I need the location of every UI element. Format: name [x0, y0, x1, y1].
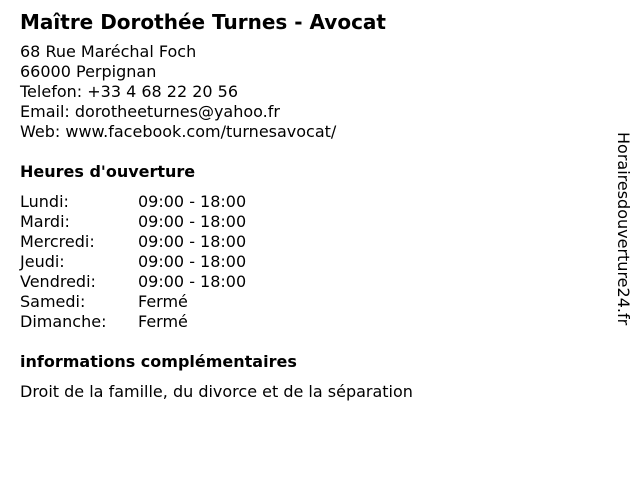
hours-time: Fermé: [138, 292, 188, 311]
hours-time: 09:00 - 18:00: [138, 232, 247, 251]
hours-heading: Heures d'ouverture: [20, 162, 196, 181]
business-title: Maître Dorothée Turnes - Avocat: [20, 10, 386, 34]
hours-day: Mercredi:: [20, 232, 95, 251]
hours-day: Mardi:: [20, 212, 70, 231]
hours-row: [20, 252, 246, 272]
address-city: 66000 Perpignan: [20, 62, 157, 81]
hours-time: 09:00 - 18:00: [138, 252, 247, 271]
hours-time: 09:00 - 18:00: [138, 212, 247, 231]
hours-row: [20, 272, 246, 292]
hours-table: [20, 192, 246, 332]
address-street: 68 Rue Maréchal Foch: [20, 42, 197, 61]
hours-time: 09:00 - 18:00: [138, 192, 247, 211]
hours-row: [20, 292, 246, 312]
hours-time: Fermé: [138, 312, 188, 331]
business-card: [20, 8, 600, 402]
hours-row: [20, 212, 246, 232]
hours-day: Dimanche:: [20, 312, 107, 331]
hours-day: Jeudi:: [20, 252, 65, 271]
hours-day: Lundi:: [20, 192, 69, 211]
hours-row: [20, 192, 246, 212]
hours-day: Vendredi:: [20, 272, 96, 291]
web-line: Web: www.facebook.com/turnesavocat/: [20, 122, 337, 141]
info-text: Droit de la famille, du divorce et de la séparation: [20, 382, 413, 401]
email-line: Email: dorotheeturnes@yahoo.fr: [20, 102, 280, 121]
watermark-label: Horairesdouverture24.fr: [614, 132, 633, 326]
info-heading: informations complémentaires: [20, 352, 297, 371]
hours-time: 09:00 - 18:00: [138, 272, 247, 291]
hours-row: [20, 312, 246, 332]
hours-day: Samedi:: [20, 292, 86, 311]
hours-row: [20, 232, 246, 252]
phone-line: Telefon: +33 4 68 22 20 56: [20, 82, 239, 101]
